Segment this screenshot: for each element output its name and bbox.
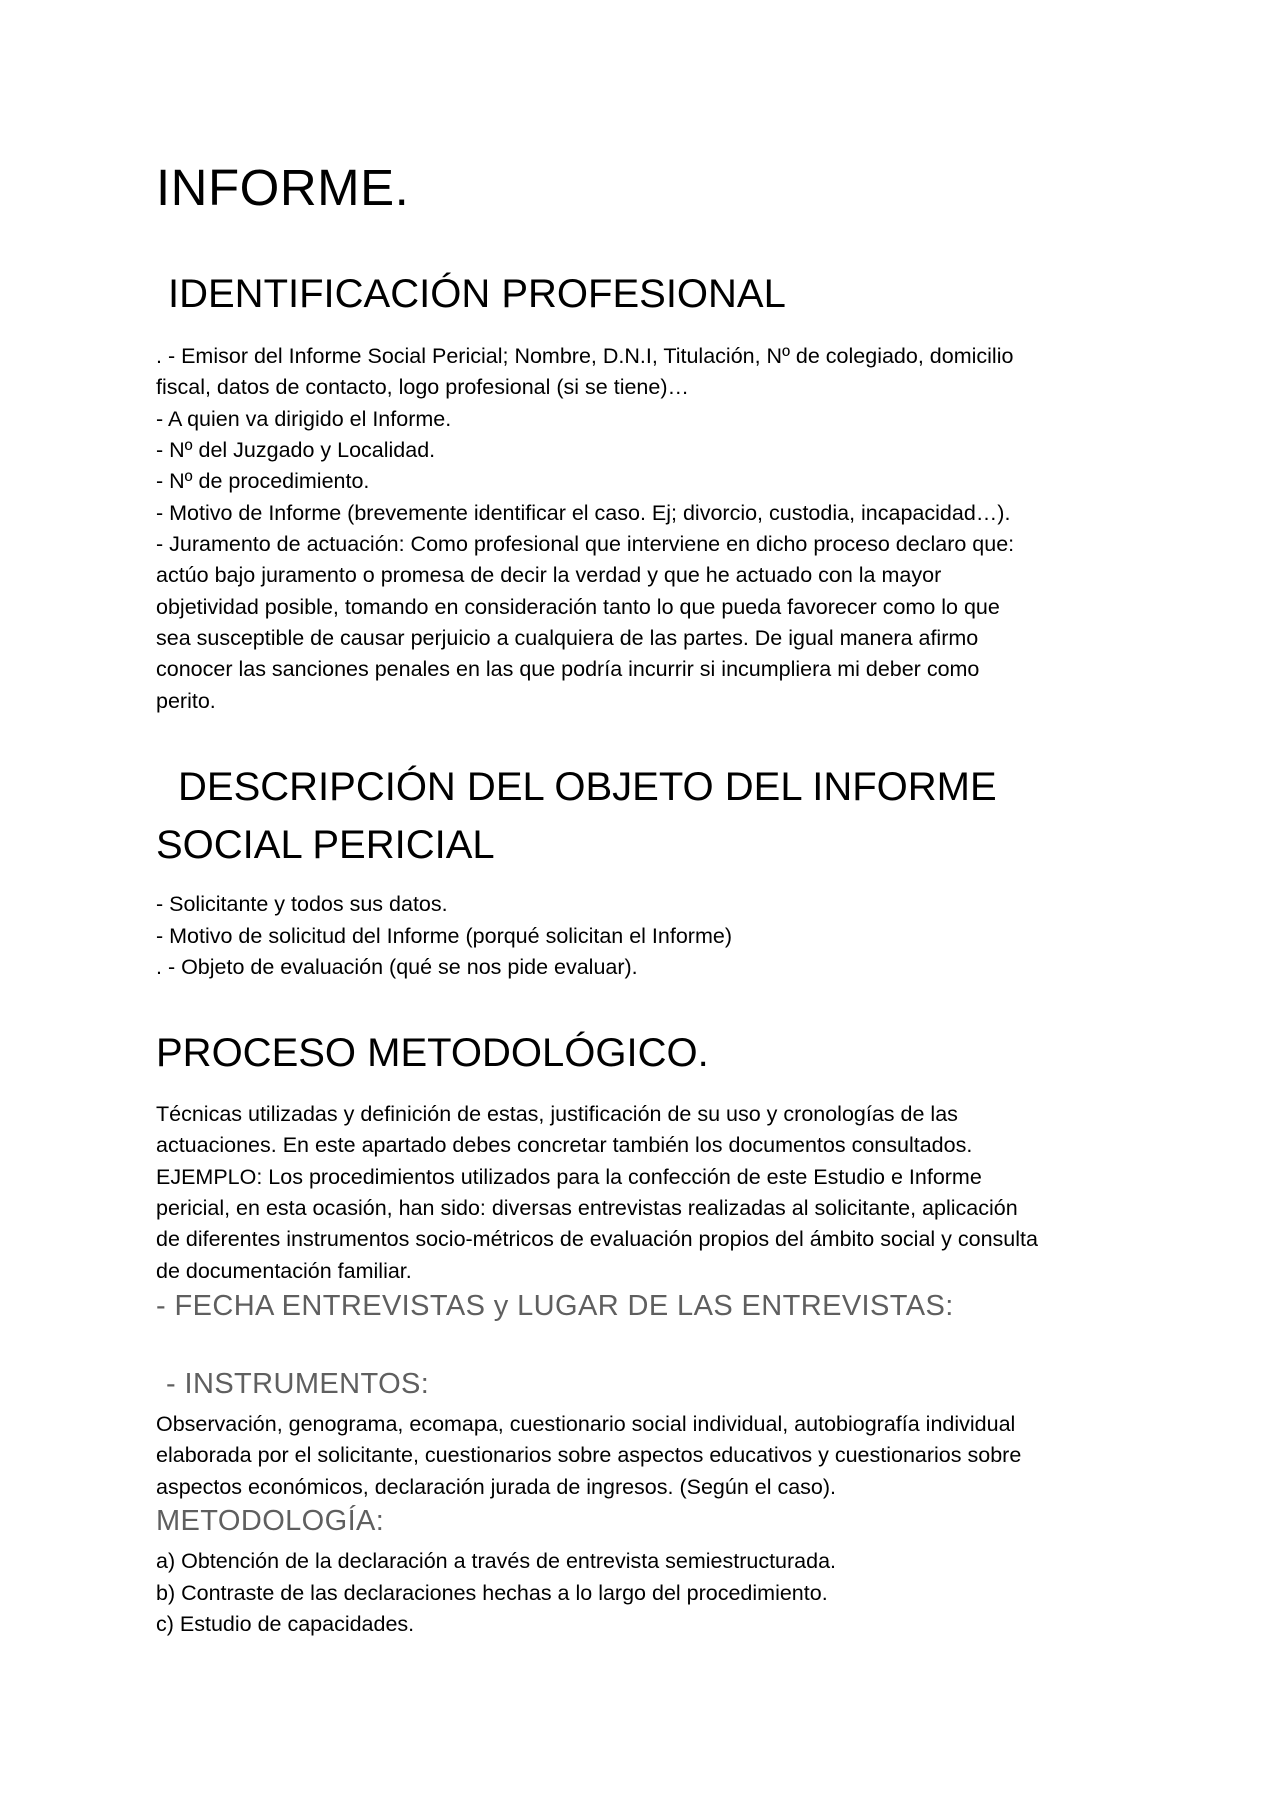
- list-item: - Nº de procedimiento.: [156, 469, 370, 493]
- section-heading-descripcion-cont: SOCIAL PERICIAL: [156, 823, 495, 867]
- subheading-instrumentos: - INSTRUMENTOS:: [166, 1368, 430, 1400]
- list-item: - Juramento de actuación: Como profesional que interviene en dicho proceso declaro que:: [156, 532, 1015, 556]
- paragraph-line: actúo bajo juramento o promesa de decir la verdad y que he actuado con la mayor: [156, 563, 942, 587]
- subheading-fecha-entrevistas: - FECHA ENTREVISTAS y LUGAR DE LAS ENTREVISTAS:: [156, 1290, 954, 1322]
- section-heading-identificacion: IDENTIFICACIÓN PROFESIONAL: [168, 272, 786, 316]
- paragraph-line: pericial, en esta ocasión, han sido: diversas entrevistas realizadas al solicitante, aplicación: [156, 1196, 1018, 1220]
- paragraph-line: actuaciones. En este apartado debes concretar también los documentos consultados.: [156, 1133, 973, 1157]
- list-item: - Motivo de Informe (brevemente identificar el caso. Ej; divorcio, custodia, incapacidad…).: [156, 501, 1011, 525]
- paragraph-line: Técnicas utilizadas y definición de estas, justificación de su uso y cronologías de las: [156, 1102, 958, 1126]
- paragraph-line: . - Emisor del Informe Social Pericial; Nombre, D.N.I, Titulación, Nº de colegiado, domicilio: [156, 344, 1014, 368]
- list-item: c) Estudio de capacidades.: [156, 1612, 415, 1636]
- list-item: - Solicitante y todos sus datos.: [156, 892, 448, 916]
- list-item: b) Contraste de las declaraciones hechas a lo largo del procedimiento.: [156, 1581, 828, 1605]
- paragraph-line: aspectos económicos, declaración jurada de ingresos. (Según el caso).: [156, 1475, 837, 1499]
- paragraph-line: fiscal, datos de contacto, logo profesional (si se tiene)…: [156, 375, 690, 399]
- section-heading-descripcion: DESCRIPCIÓN DEL OBJETO DEL INFORME: [178, 765, 997, 809]
- paragraph-line: perito.: [156, 689, 216, 713]
- section-heading-proceso: PROCESO METODOLÓGICO.: [156, 1031, 709, 1075]
- list-item: - A quien va dirigido el Informe.: [156, 407, 452, 431]
- document-title: INFORME.: [156, 159, 410, 216]
- paragraph-line: elaborada por el solicitante, cuestionarios sobre aspectos educativos y cuestionarios sobre: [156, 1443, 1022, 1467]
- list-item: . - Objeto de evaluación (qué se nos pide evaluar).: [156, 955, 638, 979]
- paragraph-line: Observación, genograma, ecomapa, cuestionario social individual, autobiografía individual: [156, 1412, 1016, 1436]
- list-item: - Nº del Juzgado y Localidad.: [156, 438, 436, 462]
- paragraph-line: EJEMPLO: Los procedimientos utilizados para la confección de este Estudio e Informe: [156, 1165, 982, 1189]
- paragraph-line: sea susceptible de causar perjuicio a cualquiera de las partes. De igual manera afirmo: [156, 626, 979, 650]
- list-item: a) Obtención de la declaración a través de entrevista semiestructurada.: [156, 1549, 837, 1573]
- paragraph-line: de diferentes instrumentos socio-métricos de evaluación propios del ámbito social y consulta: [156, 1227, 1038, 1251]
- list-item: - Motivo de solicitud del Informe (porqué solicitan el Informe): [156, 924, 732, 948]
- subheading-metodologia: METODOLOGÍA:: [156, 1505, 385, 1537]
- paragraph-line: de documentación familiar.: [156, 1259, 412, 1283]
- paragraph-line: objetividad posible, tomando en consideración tanto lo que pueda favorecer como lo que: [156, 595, 1000, 619]
- paragraph-line: conocer las sanciones penales en las que podría incurrir si incumpliera mi deber como: [156, 657, 980, 681]
